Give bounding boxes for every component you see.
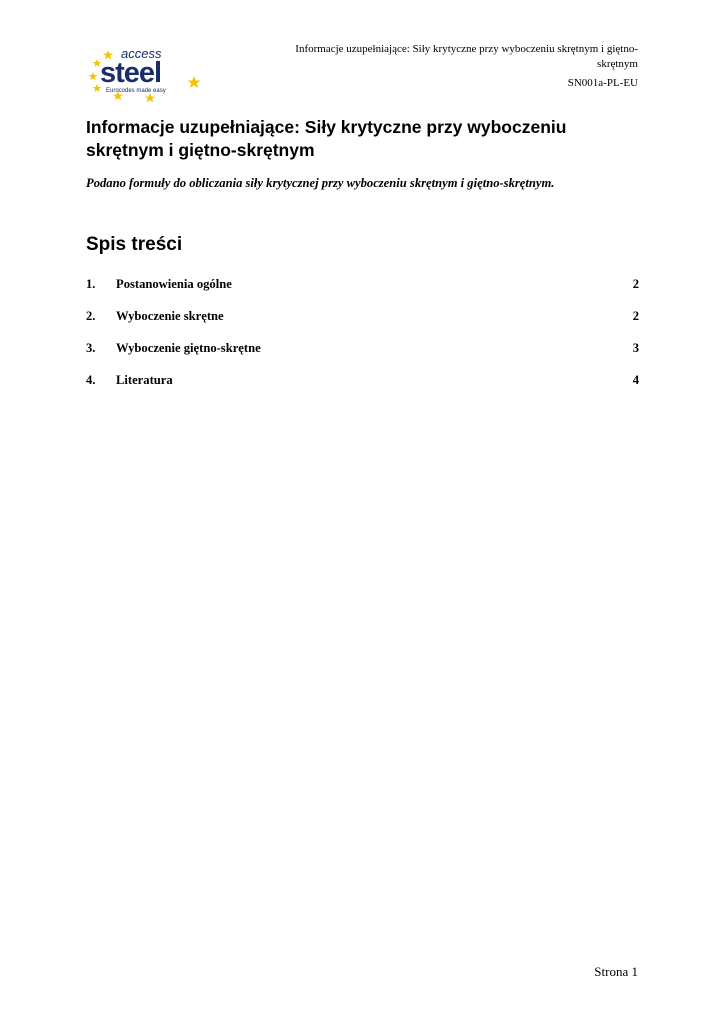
toc-item-page: 4: [632, 373, 639, 387]
toc-heading: Spis treści: [86, 234, 183, 255]
header-doc-code: SN001a-PL-EU: [567, 77, 638, 89]
toc-item-postanowienia[interactable]: [86, 276, 639, 308]
toc-item-number: 1.: [86, 277, 96, 291]
page-footer: Strona 1: [594, 964, 638, 979]
running-header: [238, 42, 638, 91]
star-icon: [145, 93, 155, 103]
document-title-line2: skrętnym i giętno-skrętnym: [86, 140, 315, 160]
access-steel-logo: [84, 44, 208, 106]
toc-item-page: 2: [632, 309, 639, 323]
logo-tagline: Eurocodes made easy: [106, 88, 166, 94]
logo-access-text: access: [121, 46, 162, 61]
toc-item-literatura[interactable]: [86, 372, 639, 404]
table-of-contents: [86, 276, 639, 404]
toc-item-page: 3: [632, 341, 639, 355]
toc-item-title: Wyboczenie skrętne: [116, 309, 224, 323]
star-icon: [89, 72, 98, 80]
document-title: [86, 116, 646, 162]
toc-item-title: Literatura: [116, 373, 173, 387]
star-icon: [187, 76, 200, 88]
toc-item-number: 3.: [86, 341, 96, 355]
header-doc-title-line2: skrętnym: [597, 58, 638, 70]
toc-item-title: Postanowienia ogólne: [116, 277, 232, 291]
logo-steel-text: steel: [100, 57, 162, 89]
toc-item-number: 2.: [86, 309, 96, 323]
toc-item-number: 4.: [86, 373, 96, 387]
header-doc-title-line1: Informacje uzupełniające: Siły krytyczne przy wyboczeniu skrętnym i giętno-: [295, 43, 638, 55]
toc-item-wyboczenie-gietno-skretne[interactable]: [86, 340, 639, 372]
document-summary: Podano formuły do obliczania siły krytycznej przy wyboczeniu skrętnym i giętno-skrętnym.: [86, 176, 555, 190]
document-title-line1: Informacje uzupełniające: Siły krytyczne przy wyboczeniu: [86, 117, 567, 137]
toc-item-title: Wyboczenie giętno-skrętne: [116, 341, 261, 355]
toc-item-page: 2: [632, 277, 639, 291]
toc-item-wyboczenie-skretne[interactable]: [86, 308, 639, 340]
